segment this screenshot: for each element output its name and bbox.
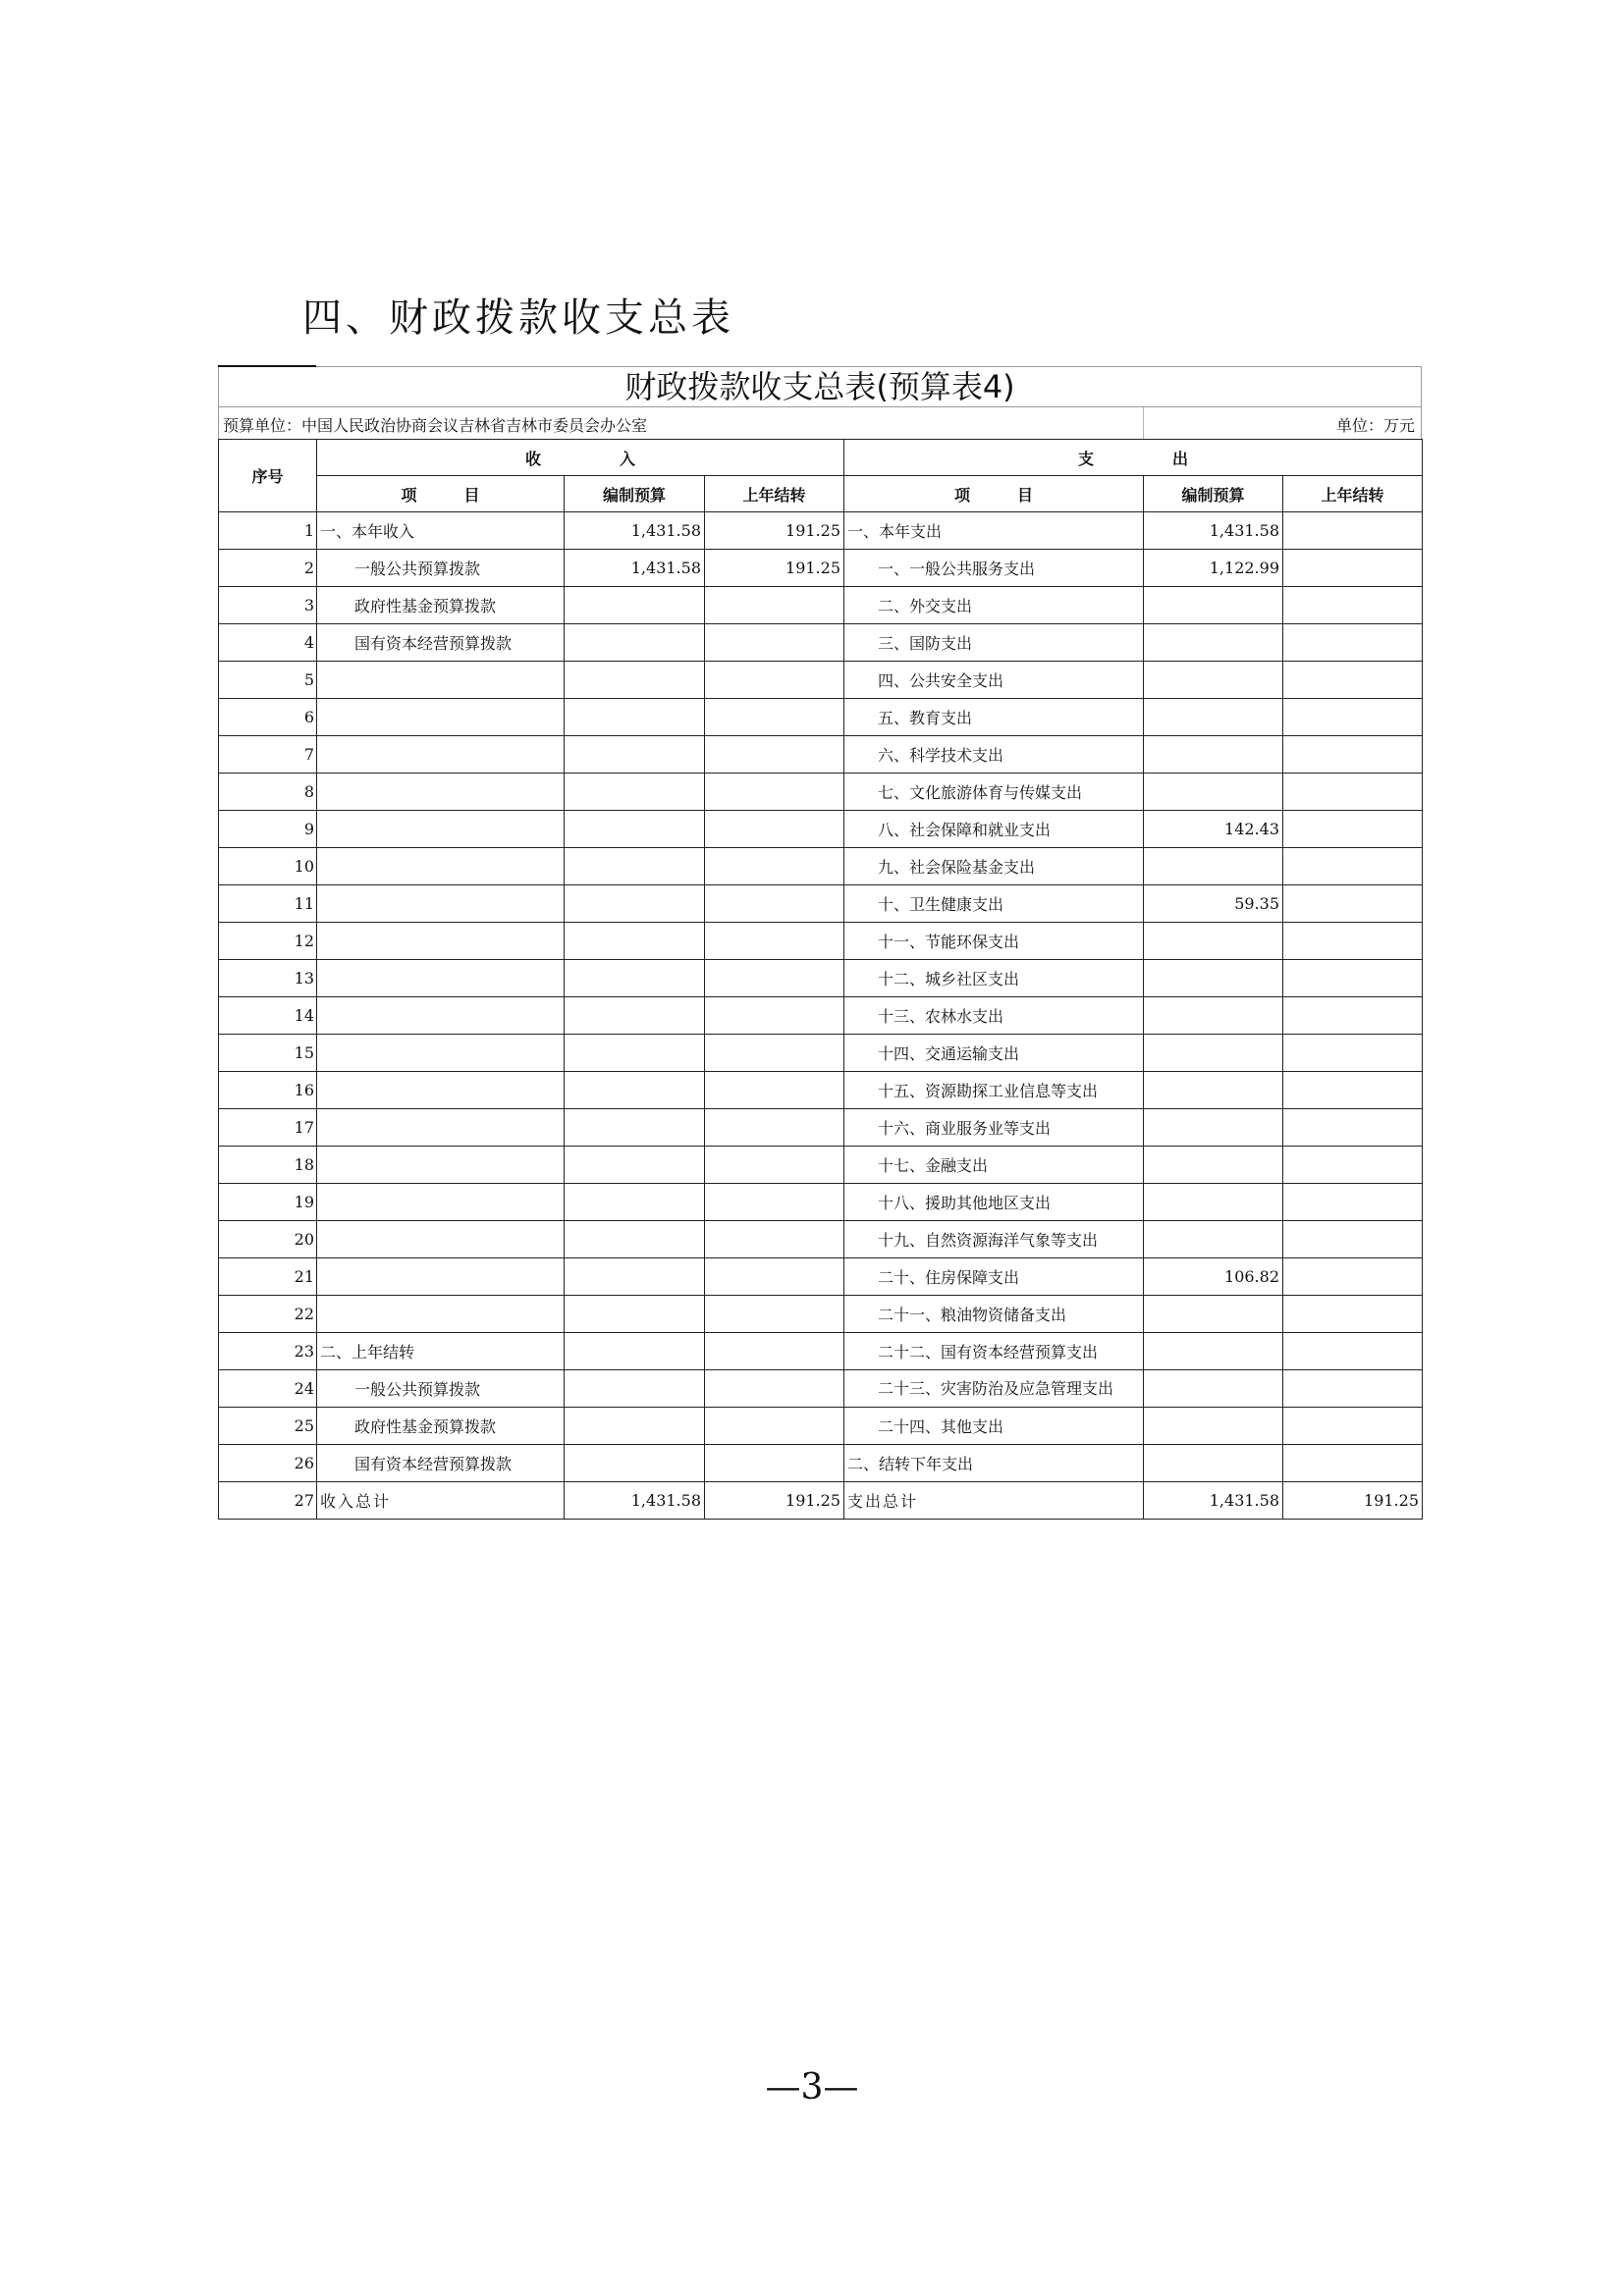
- income-item-cell: 国有资本经营预算拨款: [317, 624, 565, 662]
- income-item-cell: 国有资本经营预算拨款: [317, 1445, 565, 1482]
- income-budget-cell: [565, 1072, 705, 1109]
- expense-item-cell: 十七、金融支出: [844, 1147, 1144, 1184]
- seq-cell: 21: [219, 1258, 317, 1296]
- table-row: [219, 960, 1423, 997]
- income-budget-cell: [565, 1147, 705, 1184]
- income-carry-cell: [705, 1184, 844, 1221]
- income-carry-cell: [705, 811, 844, 848]
- expense-budget-cell: [1144, 997, 1283, 1035]
- expense-budget-cell: [1144, 1445, 1283, 1482]
- table-row: [219, 923, 1423, 960]
- seq-cell: 16: [219, 1072, 317, 1109]
- expense-item-cell: 二、外交支出: [844, 587, 1144, 624]
- expense-item-cell: 七、文化旅游体育与传媒支出: [844, 774, 1144, 811]
- income-carry-cell: [705, 1333, 844, 1370]
- seq-cell: 9: [219, 811, 317, 848]
- expense-carry-cell: [1283, 997, 1423, 1035]
- expense-budget-cell: [1144, 1408, 1283, 1445]
- table-row: [219, 1408, 1423, 1445]
- table-row: [219, 736, 1423, 774]
- expense-item-cell: 二十二、国有资本经营预算支出: [844, 1333, 1144, 1370]
- expense-carry-cell: [1283, 624, 1423, 662]
- table-row: [219, 1258, 1423, 1296]
- expense-budget-cell: [1144, 624, 1283, 662]
- expense-budget-cell: [1144, 1035, 1283, 1072]
- expense-item-cell: 五、教育支出: [844, 699, 1144, 736]
- seq-cell: 5: [219, 662, 317, 699]
- expense-item-cell: 支出总计: [844, 1482, 1144, 1520]
- header-expense-item: 项 目: [844, 476, 1144, 512]
- seq-cell: 27: [219, 1482, 317, 1520]
- income-carry-cell: [705, 997, 844, 1035]
- expense-budget-cell: 1,431.58: [1144, 512, 1283, 550]
- income-budget-cell: [565, 848, 705, 885]
- income-carry-cell: [705, 1258, 844, 1296]
- income-budget-cell: [565, 587, 705, 624]
- income-item-cell: 二、上年结转: [317, 1333, 565, 1370]
- table-row: [219, 587, 1423, 624]
- expense-budget-cell: [1144, 1147, 1283, 1184]
- expense-item-cell: 十九、自然资源海洋气象等支出: [844, 1221, 1144, 1258]
- expense-item-cell: 九、社会保险基金支出: [844, 848, 1144, 885]
- header-seq: 序号: [219, 440, 317, 512]
- income-carry-cell: [705, 624, 844, 662]
- expense-carry-cell: [1283, 550, 1423, 587]
- income-carry-cell: 191.25: [705, 1482, 844, 1520]
- expense-item-cell: 二十四、其他支出: [844, 1408, 1144, 1445]
- income-budget-cell: [565, 960, 705, 997]
- section-heading: 四、财政拨款收支总表: [302, 295, 734, 341]
- table-row: [219, 1035, 1423, 1072]
- income-budget-cell: [565, 923, 705, 960]
- expense-carry-cell: 191.25: [1283, 1482, 1423, 1520]
- seq-cell: 3: [219, 587, 317, 624]
- table-row: [219, 1482, 1423, 1520]
- header-expense-budget: 编制预算: [1144, 476, 1283, 512]
- income-item-cell: [317, 885, 565, 923]
- income-carry-cell: [705, 1408, 844, 1445]
- income-budget-cell: 1,431.58: [565, 1482, 705, 1520]
- expense-carry-cell: [1283, 1370, 1423, 1408]
- income-budget-cell: [565, 1333, 705, 1370]
- income-budget-cell: [565, 1296, 705, 1333]
- income-budget-cell: [565, 1109, 705, 1147]
- income-item-cell: 政府性基金预算拨款: [317, 1408, 565, 1445]
- income-budget-cell: [565, 1184, 705, 1221]
- table-row: [219, 1109, 1423, 1147]
- expense-item-cell: 十八、援助其他地区支出: [844, 1184, 1144, 1221]
- expense-carry-cell: [1283, 699, 1423, 736]
- seq-cell: 20: [219, 1221, 317, 1258]
- header-income-budget: 编制预算: [565, 476, 705, 512]
- expense-carry-cell: [1283, 1258, 1423, 1296]
- income-budget-cell: [565, 885, 705, 923]
- seq-cell: 15: [219, 1035, 317, 1072]
- expense-budget-cell: [1144, 736, 1283, 774]
- header-row-1: [219, 440, 1423, 476]
- expense-item-cell: 八、社会保障和就业支出: [844, 811, 1144, 848]
- income-carry-cell: [705, 1445, 844, 1482]
- seq-cell: 26: [219, 1445, 317, 1482]
- expense-item-cell: 十二、城乡社区支出: [844, 960, 1144, 997]
- currency-unit-label: 单位：万元: [1335, 416, 1415, 435]
- expense-budget-cell: [1144, 1109, 1283, 1147]
- table-row: [219, 1221, 1423, 1258]
- expense-item-cell: 十、卫生健康支出: [844, 885, 1144, 923]
- seq-cell: 4: [219, 624, 317, 662]
- expense-item-cell: 十三、农林水支出: [844, 997, 1144, 1035]
- income-item-cell: [317, 699, 565, 736]
- income-item-cell: [317, 1221, 565, 1258]
- expense-budget-cell: 1,122.99: [1144, 550, 1283, 587]
- income-carry-cell: [705, 774, 844, 811]
- seq-cell: 17: [219, 1109, 317, 1147]
- table-title-row: [218, 366, 1422, 407]
- income-item-cell: 收入总计: [317, 1482, 565, 1520]
- expense-budget-cell: 59.35: [1144, 885, 1283, 923]
- income-carry-cell: 191.25: [705, 512, 844, 550]
- expense-carry-cell: [1283, 736, 1423, 774]
- table-row: [219, 699, 1423, 736]
- expense-budget-cell: 1,431.58: [1144, 1482, 1283, 1520]
- income-carry-cell: [705, 1221, 844, 1258]
- income-item-cell: [317, 923, 565, 960]
- income-item-cell: 一般公共预算拨款: [317, 1370, 565, 1408]
- income-carry-cell: [705, 885, 844, 923]
- header-income-carry: 上年结转: [705, 476, 844, 512]
- expense-item-cell: 十六、商业服务业等支出: [844, 1109, 1144, 1147]
- income-item-cell: [317, 960, 565, 997]
- seq-cell: 23: [219, 1333, 317, 1370]
- income-item-cell: [317, 848, 565, 885]
- income-carry-cell: [705, 1370, 844, 1408]
- expense-carry-cell: [1283, 885, 1423, 923]
- expense-budget-cell: 106.82: [1144, 1258, 1283, 1296]
- expense-carry-cell: [1283, 587, 1423, 624]
- income-item-cell: [317, 774, 565, 811]
- income-item-cell: [317, 997, 565, 1035]
- budget-unit-label: 预算单位：中国人民政治协商会议吉林省吉林市委员会办公室: [223, 416, 648, 435]
- expense-carry-cell: [1283, 1221, 1423, 1258]
- income-carry-cell: [705, 662, 844, 699]
- income-carry-cell: 191.25: [705, 550, 844, 587]
- seq-cell: 2: [219, 550, 317, 587]
- table-row: [219, 1147, 1423, 1184]
- expense-budget-cell: [1144, 774, 1283, 811]
- income-item-cell: [317, 1072, 565, 1109]
- unit-divider: [1143, 407, 1144, 439]
- seq-cell: 10: [219, 848, 317, 885]
- expense-item-cell: 二、结转下年支出: [844, 1445, 1144, 1482]
- income-carry-cell: [705, 923, 844, 960]
- expense-item-cell: 四、公共安全支出: [844, 662, 1144, 699]
- income-item-cell: 一般公共预算拨款: [317, 550, 565, 587]
- income-budget-cell: [565, 1370, 705, 1408]
- income-carry-cell: [705, 1296, 844, 1333]
- expense-carry-cell: [1283, 811, 1423, 848]
- seq-cell: 22: [219, 1296, 317, 1333]
- income-carry-cell: [705, 1147, 844, 1184]
- income-carry-cell: [705, 1109, 844, 1147]
- income-budget-cell: [565, 662, 705, 699]
- header-row-2: [219, 476, 1423, 512]
- expense-budget-cell: [1144, 848, 1283, 885]
- income-budget-cell: [565, 624, 705, 662]
- income-item-cell: 一、本年收入: [317, 512, 565, 550]
- table-row: [219, 848, 1423, 885]
- income-budget-cell: [565, 1445, 705, 1482]
- table-row: [219, 1370, 1423, 1408]
- expense-carry-cell: [1283, 1333, 1423, 1370]
- income-item-cell: [317, 1035, 565, 1072]
- table-row: [219, 512, 1423, 550]
- seq-cell: 8: [219, 774, 317, 811]
- corner-mark: [218, 365, 316, 367]
- table-row: [219, 997, 1423, 1035]
- expense-budget-cell: [1144, 1072, 1283, 1109]
- expense-carry-cell: [1283, 1408, 1423, 1445]
- unit-row: [218, 407, 1422, 439]
- expense-item-cell: 二十一、粮油物资储备支出: [844, 1296, 1144, 1333]
- seq-cell: 7: [219, 736, 317, 774]
- expense-item-cell: 一、一般公共服务支出: [844, 550, 1144, 587]
- income-item-cell: [317, 1258, 565, 1296]
- income-budget-cell: [565, 1221, 705, 1258]
- income-carry-cell: [705, 736, 844, 774]
- table-row: [219, 1072, 1423, 1109]
- table-row: [219, 550, 1423, 587]
- expense-item-cell: 十五、资源勘探工业信息等支出: [844, 1072, 1144, 1109]
- table-row: [219, 774, 1423, 811]
- income-carry-cell: [705, 1035, 844, 1072]
- expense-carry-cell: [1283, 1445, 1423, 1482]
- expense-budget-cell: [1144, 1221, 1283, 1258]
- expense-carry-cell: [1283, 1296, 1423, 1333]
- table-row: [219, 811, 1423, 848]
- expense-carry-cell: [1283, 960, 1423, 997]
- income-budget-cell: [565, 774, 705, 811]
- expense-carry-cell: [1283, 1147, 1423, 1184]
- income-budget-cell: [565, 699, 705, 736]
- seq-cell: 12: [219, 923, 317, 960]
- expense-item-cell: 十四、交通运输支出: [844, 1035, 1144, 1072]
- seq-cell: 13: [219, 960, 317, 997]
- expense-budget-cell: [1144, 1184, 1283, 1221]
- income-carry-cell: [705, 848, 844, 885]
- header-expense-carry: 上年结转: [1283, 476, 1423, 512]
- table-row: [219, 624, 1423, 662]
- expense-carry-cell: [1283, 512, 1423, 550]
- expense-item-cell: 一、本年支出: [844, 512, 1144, 550]
- table-row: [219, 1184, 1423, 1221]
- table-row: [219, 662, 1423, 699]
- income-item-cell: [317, 736, 565, 774]
- income-carry-cell: [705, 1072, 844, 1109]
- income-budget-cell: [565, 997, 705, 1035]
- seq-cell: 18: [219, 1147, 317, 1184]
- expense-budget-cell: [1144, 1333, 1283, 1370]
- expense-budget-cell: [1144, 587, 1283, 624]
- income-item-cell: [317, 1109, 565, 1147]
- budget-table: [218, 439, 1423, 1520]
- expense-budget-cell: [1144, 1296, 1283, 1333]
- expense-budget-cell: [1144, 923, 1283, 960]
- budget-table-block: [218, 366, 1422, 1520]
- seq-cell: 6: [219, 699, 317, 736]
- expense-item-cell: 三、国防支出: [844, 624, 1144, 662]
- income-item-cell: [317, 662, 565, 699]
- income-item-cell: [317, 1296, 565, 1333]
- seq-cell: 11: [219, 885, 317, 923]
- header-income-item: 项 目: [317, 476, 565, 512]
- expense-carry-cell: [1283, 1109, 1423, 1147]
- table-row: [219, 885, 1423, 923]
- seq-cell: 19: [219, 1184, 317, 1221]
- page-number: —3—: [765, 2067, 859, 2108]
- income-carry-cell: [705, 960, 844, 997]
- header-expense: 支 出: [844, 440, 1423, 476]
- seq-cell: 24: [219, 1370, 317, 1408]
- seq-cell: 14: [219, 997, 317, 1035]
- income-carry-cell: [705, 587, 844, 624]
- income-item-cell: [317, 1184, 565, 1221]
- expense-carry-cell: [1283, 1035, 1423, 1072]
- expense-carry-cell: [1283, 923, 1423, 960]
- income-budget-cell: [565, 736, 705, 774]
- income-item-cell: 政府性基金预算拨款: [317, 587, 565, 624]
- income-carry-cell: [705, 699, 844, 736]
- expense-item-cell: 十一、节能环保支出: [844, 923, 1144, 960]
- income-budget-cell: [565, 1258, 705, 1296]
- expense-item-cell: 二十三、灾害防治及应急管理支出: [844, 1370, 1144, 1408]
- income-budget-cell: 1,431.58: [565, 550, 705, 587]
- header-income: 收 入: [317, 440, 844, 476]
- table-row: [219, 1333, 1423, 1370]
- expense-item-cell: 六、科学技术支出: [844, 736, 1144, 774]
- income-budget-cell: [565, 1408, 705, 1445]
- table-row: [219, 1296, 1423, 1333]
- expense-carry-cell: [1283, 1072, 1423, 1109]
- table-row: [219, 1445, 1423, 1482]
- income-item-cell: [317, 1147, 565, 1184]
- expense-item-cell: 二十、住房保障支出: [844, 1258, 1144, 1296]
- seq-cell: 1: [219, 512, 317, 550]
- income-item-cell: [317, 811, 565, 848]
- expense-carry-cell: [1283, 848, 1423, 885]
- expense-carry-cell: [1283, 774, 1423, 811]
- expense-budget-cell: 142.43: [1144, 811, 1283, 848]
- expense-budget-cell: [1144, 699, 1283, 736]
- income-budget-cell: [565, 1035, 705, 1072]
- expense-budget-cell: [1144, 960, 1283, 997]
- table-title: 财政拨款收支总表(预算表4): [624, 368, 1015, 405]
- income-budget-cell: 1,431.58: [565, 512, 705, 550]
- expense-carry-cell: [1283, 662, 1423, 699]
- seq-cell: 25: [219, 1408, 317, 1445]
- expense-carry-cell: [1283, 1184, 1423, 1221]
- income-budget-cell: [565, 811, 705, 848]
- expense-budget-cell: [1144, 1370, 1283, 1408]
- expense-budget-cell: [1144, 662, 1283, 699]
